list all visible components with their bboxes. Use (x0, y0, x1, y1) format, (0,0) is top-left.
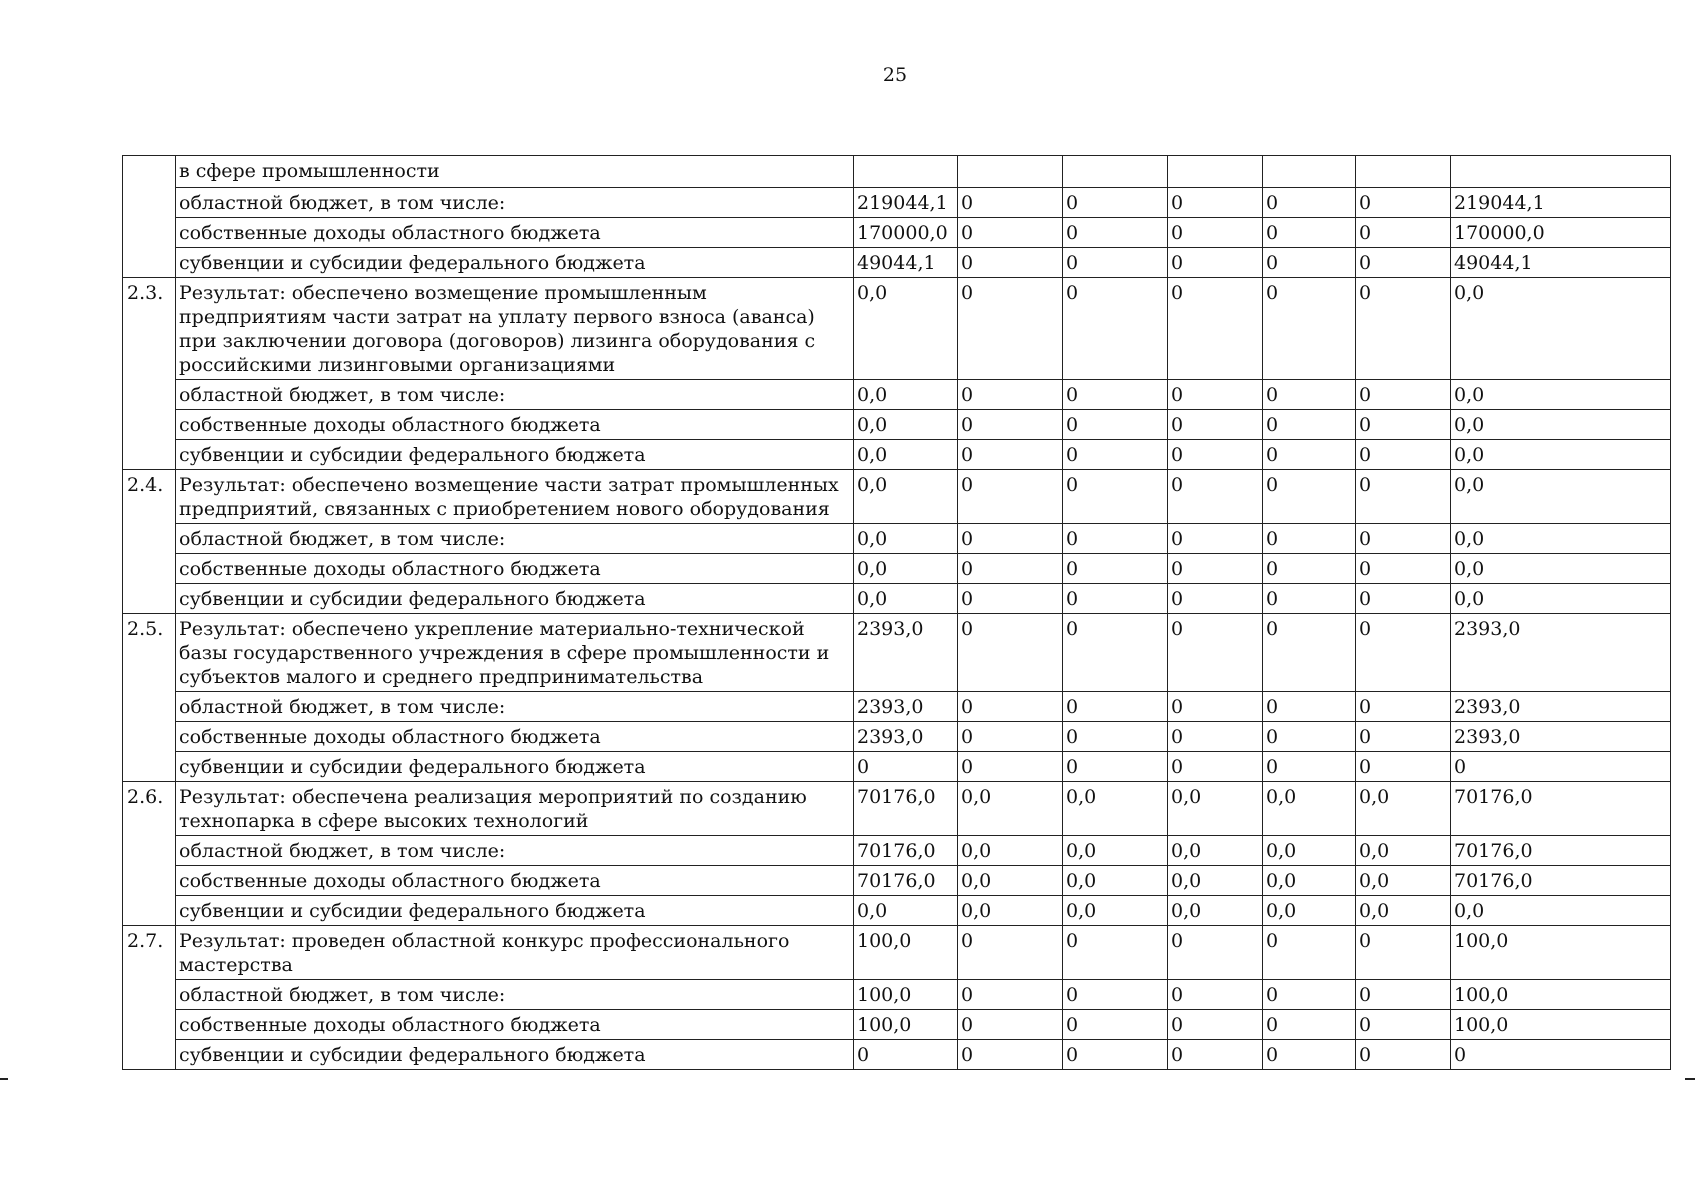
budget-row (123, 380, 1671, 410)
value-cell: 0 (1063, 554, 1168, 584)
value-cell: 70176,0 (854, 836, 958, 866)
value-cell: 100,0 (854, 926, 958, 980)
result-row (123, 782, 1671, 836)
row-label-cell: субвенции и субсидии федерального бюджета (176, 248, 854, 278)
value-cell: 0 (958, 248, 1063, 278)
row-label-cell: субвенции и субсидии федерального бюджета (176, 896, 854, 926)
value-cell: 100,0 (1451, 1010, 1671, 1040)
value-cell: 70176,0 (854, 782, 958, 836)
budget-row (123, 188, 1671, 218)
value-cell: 0 (1263, 188, 1356, 218)
row-label-cell: Результат: обеспечено возмещение промышленным предприятиям части затрат на уплату первого взноса (аванса) при заключении договора (договоров) лизинга оборудования с российскими лизинговыми организациями (176, 278, 854, 380)
row-label-cell: Результат: обеспечено укрепление материально-технической базы государственного учреждения в сфере промышленности и субъектов малого и среднего предпринимательства (176, 614, 854, 692)
value-cell: 0 (1263, 1040, 1356, 1070)
value-cell: 0 (958, 926, 1063, 980)
value-cell: 0 (958, 278, 1063, 380)
value-cell: 0 (1063, 980, 1168, 1010)
value-cell: 70176,0 (1451, 866, 1671, 896)
value-cell: 0,0 (1063, 866, 1168, 896)
value-cell (1451, 156, 1671, 188)
value-cell: 0 (958, 554, 1063, 584)
value-cell: 0 (958, 722, 1063, 752)
value-cell: 100,0 (1451, 980, 1671, 1010)
budget-row (123, 692, 1671, 722)
value-cell: 0,0 (854, 896, 958, 926)
row-label-cell: субвенции и субсидии федерального бюджета (176, 440, 854, 470)
value-cell: 0 (1063, 1010, 1168, 1040)
value-cell: 0,0 (958, 896, 1063, 926)
row-label-cell: областной бюджет, в том числе: (176, 524, 854, 554)
value-cell: 0 (1168, 218, 1263, 248)
budget-row (123, 584, 1671, 614)
value-cell: 0 (1263, 440, 1356, 470)
value-cell: 0 (958, 410, 1063, 440)
value-cell: 0,0 (854, 440, 958, 470)
budget-row (123, 524, 1671, 554)
value-cell: 0 (1356, 188, 1451, 218)
value-cell: 2393,0 (854, 722, 958, 752)
value-cell: 0 (958, 584, 1063, 614)
value-cell: 0,0 (1263, 896, 1356, 926)
value-cell: 0,0 (1356, 866, 1451, 896)
value-cell: 0,0 (1168, 836, 1263, 866)
value-cell: 0 (1451, 752, 1671, 782)
value-cell: 0 (1356, 926, 1451, 980)
value-cell: 70176,0 (1451, 836, 1671, 866)
value-cell: 0 (1356, 1010, 1451, 1040)
value-cell: 0 (1356, 278, 1451, 380)
value-cell: 0 (1356, 614, 1451, 692)
row-code-cell: 2.4. (123, 470, 176, 614)
value-cell: 0 (1168, 380, 1263, 410)
value-cell: 170000,0 (1451, 218, 1671, 248)
value-cell: 0,0 (854, 554, 958, 584)
budget-row (123, 896, 1671, 926)
value-cell: 0 (1263, 248, 1356, 278)
value-cell: 0 (1356, 1040, 1451, 1070)
row-label-cell: областной бюджет, в том числе: (176, 836, 854, 866)
value-cell: 0,0 (1451, 470, 1671, 524)
budget-table (122, 155, 1671, 1070)
value-cell: 0 (1263, 752, 1356, 782)
value-cell: 0,0 (1451, 524, 1671, 554)
row-label-cell: областной бюджет, в том числе: (176, 188, 854, 218)
value-cell: 0,0 (958, 836, 1063, 866)
value-cell: 0,0 (854, 278, 958, 380)
value-cell: 219044,1 (854, 188, 958, 218)
budget-row (123, 218, 1671, 248)
row-label-cell: собственные доходы областного бюджета (176, 866, 854, 896)
value-cell: 0 (1168, 470, 1263, 524)
left-margin-mark (0, 1078, 8, 1080)
value-cell (1168, 156, 1263, 188)
value-cell: 0 (1168, 692, 1263, 722)
value-cell: 0,0 (1451, 410, 1671, 440)
value-cell: 0 (1263, 584, 1356, 614)
row-label-cell: Результат: проведен областной конкурс профессионального мастерства (176, 926, 854, 980)
value-cell: 0 (958, 470, 1063, 524)
value-cell: 0 (1356, 524, 1451, 554)
value-cell: 0 (958, 440, 1063, 470)
value-cell: 2393,0 (1451, 614, 1671, 692)
budget-row (123, 836, 1671, 866)
value-cell: 219044,1 (1451, 188, 1671, 218)
value-cell: 0 (1168, 188, 1263, 218)
value-cell: 0,0 (1168, 896, 1263, 926)
value-cell: 0 (854, 752, 958, 782)
value-cell: 0,0 (1451, 440, 1671, 470)
value-cell: 0 (1168, 980, 1263, 1010)
value-cell: 0 (1063, 722, 1168, 752)
value-cell: 0 (1356, 218, 1451, 248)
value-cell: 0 (1168, 1040, 1263, 1070)
value-cell: 0 (958, 1040, 1063, 1070)
result-row (123, 278, 1671, 380)
value-cell: 0,0 (1263, 836, 1356, 866)
row-code-cell (123, 156, 176, 278)
value-cell: 0 (1263, 380, 1356, 410)
value-cell: 0,0 (1356, 896, 1451, 926)
value-cell (1263, 156, 1356, 188)
budget-row (123, 866, 1671, 896)
value-cell: 0,0 (1451, 584, 1671, 614)
result-row (123, 470, 1671, 524)
value-cell: 49044,1 (854, 248, 958, 278)
row-label-cell: областной бюджет, в том числе: (176, 692, 854, 722)
value-cell: 0,0 (1451, 380, 1671, 410)
value-cell: 2393,0 (854, 692, 958, 722)
value-cell: 0 (1168, 248, 1263, 278)
value-cell: 0 (1356, 584, 1451, 614)
value-cell: 2393,0 (1451, 722, 1671, 752)
value-cell: 0 (958, 980, 1063, 1010)
result-row (123, 926, 1671, 980)
value-cell: 0,0 (1063, 782, 1168, 836)
budget-row (123, 980, 1671, 1010)
value-cell: 0 (1263, 692, 1356, 722)
value-cell: 0,0 (1451, 896, 1671, 926)
value-cell: 0 (1356, 722, 1451, 752)
page-number: 25 (882, 64, 908, 86)
value-cell: 0 (1263, 554, 1356, 584)
value-cell: 0,0 (958, 866, 1063, 896)
row-label-cell: собственные доходы областного бюджета (176, 722, 854, 752)
value-cell: 0 (958, 218, 1063, 248)
value-cell: 0,0 (854, 584, 958, 614)
value-cell: 0 (854, 1040, 958, 1070)
row-code-cell: 2.5. (123, 614, 176, 782)
value-cell: 0 (1063, 380, 1168, 410)
value-cell: 0 (1263, 614, 1356, 692)
value-cell: 2393,0 (854, 614, 958, 692)
row-label-cell: собственные доходы областного бюджета (176, 410, 854, 440)
value-cell: 0 (1263, 722, 1356, 752)
right-margin-mark (1685, 1078, 1695, 1080)
value-cell (1356, 156, 1451, 188)
value-cell: 0 (1168, 614, 1263, 692)
value-cell: 0 (1063, 188, 1168, 218)
value-cell: 0,0 (958, 782, 1063, 836)
value-cell: 0 (1063, 524, 1168, 554)
value-cell: 0 (1063, 278, 1168, 380)
row-code-cell: 2.6. (123, 782, 176, 926)
value-cell: 0 (1063, 410, 1168, 440)
value-cell: 0,0 (854, 524, 958, 554)
value-cell: 0 (1263, 926, 1356, 980)
value-cell: 0 (1263, 524, 1356, 554)
value-cell: 0 (958, 188, 1063, 218)
value-cell (958, 156, 1063, 188)
row-label-cell: собственные доходы областного бюджета (176, 554, 854, 584)
value-cell: 100,0 (854, 980, 958, 1010)
budget-row (123, 440, 1671, 470)
value-cell: 49044,1 (1451, 248, 1671, 278)
value-cell: 0 (958, 692, 1063, 722)
value-cell: 0 (1356, 470, 1451, 524)
value-cell: 0 (1063, 584, 1168, 614)
value-cell: 100,0 (1451, 926, 1671, 980)
row-label-cell: субвенции и субсидии федерального бюджета (176, 584, 854, 614)
row-code-cell: 2.7. (123, 926, 176, 1070)
value-cell: 100,0 (854, 1010, 958, 1040)
value-cell: 0 (1063, 218, 1168, 248)
value-cell: 0 (1168, 722, 1263, 752)
row-label-cell: Результат: обеспечено возмещение части затрат промышленных предприятий, связанных с приобретением нового оборудования (176, 470, 854, 524)
value-cell: 0 (1063, 470, 1168, 524)
value-cell: 0 (1356, 380, 1451, 410)
value-cell: 0,0 (1263, 866, 1356, 896)
budget-row (123, 1040, 1671, 1070)
value-cell: 0 (1263, 1010, 1356, 1040)
value-cell: 70176,0 (854, 866, 958, 896)
value-cell: 0 (1063, 692, 1168, 722)
value-cell: 0 (1063, 752, 1168, 782)
row-label-cell: в сфере промышленности (176, 156, 854, 188)
value-cell: 0 (1356, 692, 1451, 722)
value-cell: 0,0 (1356, 782, 1451, 836)
value-cell (1063, 156, 1168, 188)
value-cell (854, 156, 958, 188)
value-cell: 0 (1168, 410, 1263, 440)
value-cell: 0 (1063, 440, 1168, 470)
value-cell: 0 (1063, 248, 1168, 278)
budget-row (123, 156, 1671, 188)
value-cell: 0 (958, 614, 1063, 692)
value-cell: 0 (1263, 980, 1356, 1010)
value-cell: 0 (1356, 410, 1451, 440)
value-cell: 0 (1168, 440, 1263, 470)
value-cell: 0 (1168, 278, 1263, 380)
value-cell: 70176,0 (1451, 782, 1671, 836)
value-cell: 0 (1356, 752, 1451, 782)
value-cell: 0 (1168, 752, 1263, 782)
budget-table-body (123, 156, 1671, 1070)
budget-row (123, 248, 1671, 278)
value-cell: 0 (958, 524, 1063, 554)
value-cell: 0 (1063, 926, 1168, 980)
value-cell: 0,0 (1451, 554, 1671, 584)
value-cell: 2393,0 (1451, 692, 1671, 722)
value-cell: 0,0 (1168, 866, 1263, 896)
row-code-cell: 2.3. (123, 278, 176, 470)
value-cell: 0 (1168, 554, 1263, 584)
value-cell: 0 (1168, 524, 1263, 554)
value-cell: 0,0 (1168, 782, 1263, 836)
value-cell: 0 (1168, 926, 1263, 980)
value-cell: 0 (1356, 248, 1451, 278)
row-label-cell: собственные доходы областного бюджета (176, 218, 854, 248)
value-cell: 0 (1168, 1010, 1263, 1040)
value-cell: 0,0 (854, 410, 958, 440)
value-cell: 0 (1451, 1040, 1671, 1070)
row-label-cell: субвенции и субсидии федерального бюджета (176, 1040, 854, 1070)
value-cell: 0,0 (1263, 782, 1356, 836)
budget-row (123, 752, 1671, 782)
row-label-cell: Результат: обеспечена реализация мероприятий по созданию технопарка в сфере высоких технологий (176, 782, 854, 836)
value-cell: 0 (1263, 218, 1356, 248)
value-cell: 0 (1263, 278, 1356, 380)
row-label-cell: субвенции и субсидии федерального бюджета (176, 752, 854, 782)
value-cell: 0 (1356, 440, 1451, 470)
value-cell: 0 (1263, 410, 1356, 440)
value-cell: 0 (958, 1010, 1063, 1040)
value-cell: 0,0 (1356, 836, 1451, 866)
row-label-cell: областной бюджет, в том числе: (176, 380, 854, 410)
value-cell: 0 (958, 380, 1063, 410)
budget-row (123, 410, 1671, 440)
budget-row (123, 554, 1671, 584)
budget-row (123, 722, 1671, 752)
value-cell: 0 (1356, 980, 1451, 1010)
row-label-cell: собственные доходы областного бюджета (176, 1010, 854, 1040)
value-cell: 0,0 (854, 380, 958, 410)
value-cell: 0,0 (1451, 278, 1671, 380)
value-cell: 0 (1063, 614, 1168, 692)
value-cell: 0 (1063, 1040, 1168, 1070)
row-label-cell: областной бюджет, в том числе: (176, 980, 854, 1010)
value-cell: 0,0 (1063, 896, 1168, 926)
value-cell: 0 (1356, 554, 1451, 584)
value-cell: 0 (958, 752, 1063, 782)
result-row (123, 614, 1671, 692)
value-cell: 0,0 (854, 470, 958, 524)
value-cell: 0 (1168, 584, 1263, 614)
value-cell: 170000,0 (854, 218, 958, 248)
value-cell: 0,0 (1063, 836, 1168, 866)
value-cell: 0 (1263, 470, 1356, 524)
budget-row (123, 1010, 1671, 1040)
